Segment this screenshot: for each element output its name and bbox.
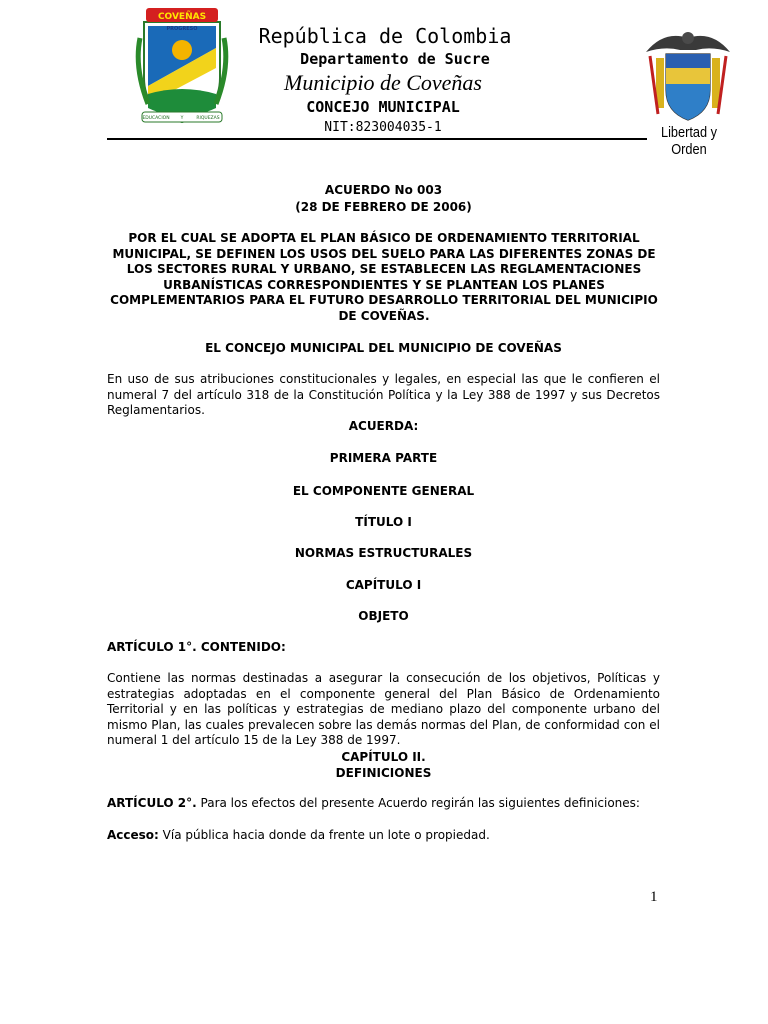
articulo-2-label: ARTÍCULO 2°.	[107, 796, 197, 810]
acceso-text: Vía pública hacia donde da frente un lote o propiedad.	[158, 828, 490, 842]
normas-heading: NORMAS ESTRUCTURALES	[294, 546, 473, 560]
articulo-2-paragraph	[107, 796, 660, 812]
concejo-heading: EL CONCEJO MUNICIPAL DEL MUNICIPIO DE COVEÑAS	[205, 341, 562, 355]
page-number: 1	[650, 889, 658, 905]
header-republica: República de Colombia	[258, 24, 512, 48]
logo-motto-right: RIQUEZAS	[196, 116, 220, 121]
header-nit: NIT:823004035-1	[324, 120, 442, 135]
capitulo-i-heading: CAPÍTULO I	[345, 578, 422, 592]
logo-motto-left: EDUCACION	[142, 116, 170, 121]
acceso-label: Acceso:	[107, 828, 159, 842]
articulo-2-text: Para los efectos del presente Acuerdo regirán las siguientes definiciones:	[196, 796, 640, 810]
header-departamento: Departamento de Sucre	[300, 50, 490, 68]
colombia-coat-of-arms	[636, 28, 740, 128]
crest-caption: Libertad y Orden	[661, 124, 717, 158]
objeto-heading: OBJETO	[358, 609, 409, 623]
acuerdo-date: (28 DE FEBRERO DE 2006)	[295, 200, 472, 214]
articulo-1-heading: ARTÍCULO 1°. CONTENIDO:	[107, 640, 286, 654]
articulo-1-paragraph: Contiene las normas destinadas a asegurar la consecución de los objetivos, Políticas y estrategias adoptadas en el componente general del Plan Básico de Ordenamiento Territorial y en las políticas y estrategias de mediano plazo del componente urbano del mismo Plan, las cuales prevalecen sobre las demás normas del Plan, de conformidad con el numeral 1 del artículo 15 de la Ley 388 de 1997.	[107, 671, 660, 748]
acceso-definition	[107, 828, 660, 844]
titulo-i-heading: TÍTULO I	[355, 515, 412, 529]
acuerda-heading: ACUERDA:	[348, 419, 419, 433]
header-municipio: Municipio de Coveñas	[284, 70, 482, 95]
definiciones-heading: DEFINICIONES	[335, 766, 432, 780]
logo-motto-mid: Y	[180, 116, 184, 121]
acuerdo-title: POR EL CUAL SE ADOPTA EL PLAN BÁSICO DE ORDENAMIENTO TERRITORIAL MUNICIPAL, SE DEFINEN LOS USOS DEL SUELO PARA LAS DIFERENTES ZONAS DE LOS SECTORES RURAL Y URBANO, SE ESTABLECEN LAS REGLAMENTACIONES URBANÍSTICAS CORRESPONDIENTES Y SE PLANTEAN LOS PLANES COMPLEMENTARIOS PARA EL FUTURO DESARROLLO TERRITORIAL DEL MUNICIPIO DE COVEÑAS.	[110, 231, 658, 323]
logo-banner-text: COVEÑAS	[157, 12, 207, 22]
acuerdo-number: ACUERDO No 003	[324, 183, 443, 197]
header-divider	[107, 138, 647, 140]
logo-ribbon-text: PROGRESO	[166, 26, 198, 32]
header-concejo: CONCEJO MUNICIPAL	[306, 98, 460, 116]
primera-parte-heading: PRIMERA PARTE	[329, 451, 438, 465]
preamble-paragraph: En uso de sus atribuciones constitucionales y legales, en especial las que le confieren el numeral 7 del artículo 318 de la Constitución Política y la Ley 388 de 1997 y sus Decretos Reglamentarios.	[107, 372, 660, 418]
capitulo-ii-heading: CAPÍTULO II.	[341, 750, 426, 764]
componente-heading: EL COMPONENTE GENERAL	[292, 484, 475, 498]
